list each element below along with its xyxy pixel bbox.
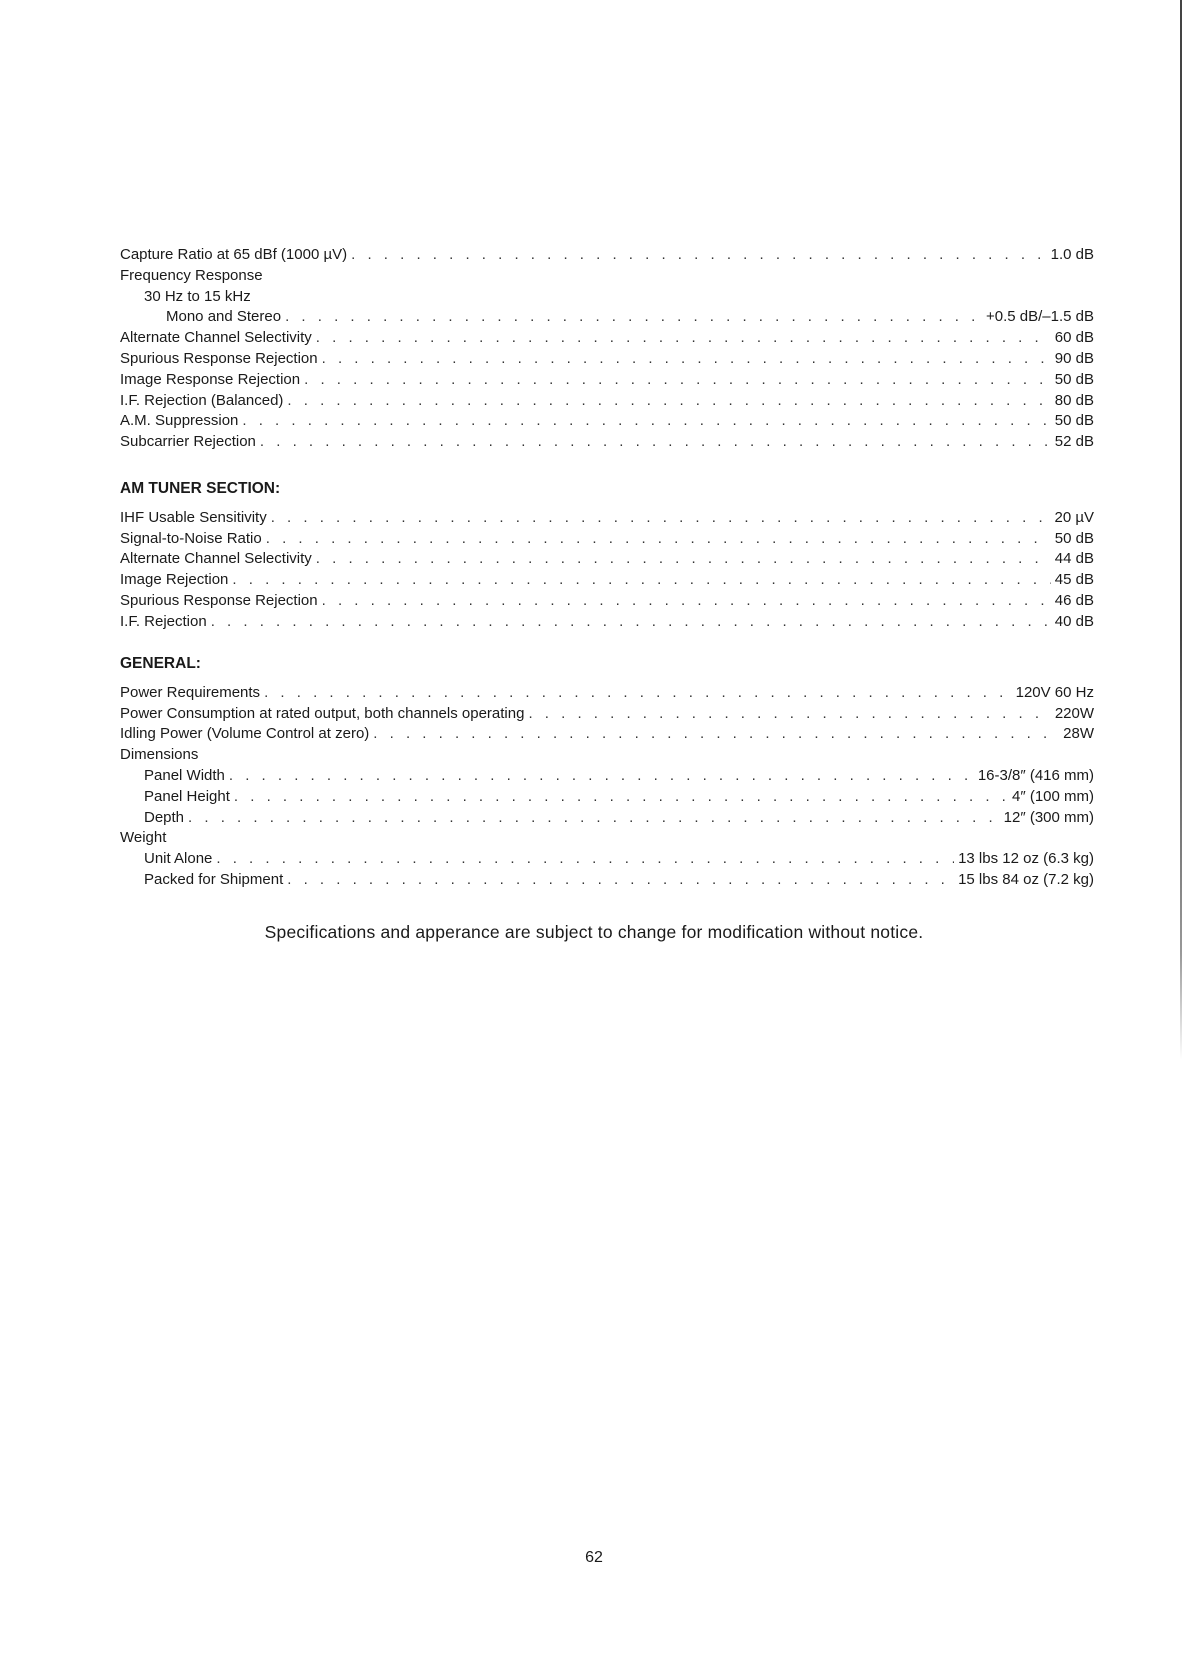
- spec-label: Dimensions: [120, 746, 199, 764]
- spec-row: [120, 549, 1094, 570]
- spec-row: [120, 570, 1094, 591]
- dot-leader: [211, 612, 1051, 633]
- spec-row: [120, 245, 1094, 266]
- spec-value: 13 lbs 12 oz (6.3 kg): [958, 850, 1094, 868]
- spec-label: 30 Hz to 15 kHz: [144, 287, 251, 305]
- spec-row: [120, 724, 1094, 745]
- dot-leader: [271, 508, 1051, 529]
- dot-leader: [260, 432, 1051, 453]
- dot-leader: [264, 683, 1012, 704]
- dot-leader: [285, 307, 982, 328]
- dot-leader: [287, 870, 954, 891]
- spec-row: [120, 745, 1094, 766]
- spec-row: [120, 766, 1094, 787]
- spec-label: Image Rejection: [120, 571, 229, 589]
- dot-leader: [373, 724, 1059, 745]
- spec-label: Packed for Shipment: [144, 870, 284, 888]
- spec-label: Weight: [120, 829, 167, 847]
- spec-value: 80 dB: [1054, 391, 1094, 409]
- general-section: [120, 654, 1094, 891]
- spec-value: 44 dB: [1054, 550, 1094, 568]
- spec-row: [120, 870, 1094, 891]
- spec-value: 20 µV: [1054, 508, 1094, 526]
- spec-label: Signal-to-Noise Ratio: [120, 529, 262, 547]
- spec-row: [120, 612, 1094, 633]
- spec-value: 120V 60 Hz: [1015, 683, 1094, 701]
- spec-label: I.F. Rejection (Balanced): [120, 391, 284, 409]
- spec-row: [120, 683, 1094, 704]
- dot-leader: [229, 766, 974, 787]
- spec-value: 40 dB: [1054, 612, 1094, 630]
- dot-leader: [316, 328, 1051, 349]
- spec-row: [120, 411, 1094, 432]
- spec-value: 1.0 dB: [1050, 246, 1094, 263]
- spec-row: [120, 328, 1094, 349]
- spec-value: 16-3/8″ (416 mm): [977, 766, 1094, 784]
- spec-value: 45 dB: [1054, 571, 1094, 589]
- dot-leader: [316, 549, 1051, 570]
- dot-leader: [528, 704, 1050, 725]
- spec-row: [120, 508, 1094, 529]
- page-number: 62: [585, 1549, 603, 1566]
- dot-leader: [322, 349, 1051, 370]
- spec-label: Spurious Response Rejection: [120, 349, 318, 367]
- spec-label: Frequency Response: [120, 266, 263, 284]
- spec-value: 46 dB: [1054, 591, 1094, 609]
- spec-label: Panel Height: [144, 787, 230, 805]
- spec-value: 90 dB: [1054, 349, 1094, 367]
- spec-row: [120, 391, 1094, 412]
- spec-value: 60 dB: [1054, 329, 1094, 347]
- spec-row: [120, 704, 1094, 725]
- spec-value: 50 dB: [1054, 412, 1094, 430]
- dot-leader: [188, 808, 1000, 829]
- spec-row: [120, 370, 1094, 391]
- spec-value: 12″ (300 mm): [1003, 808, 1094, 826]
- am-tuner-section: [120, 479, 1094, 633]
- spec-value: 50 dB: [1054, 370, 1094, 388]
- spec-label: Mono and Stereo: [166, 308, 282, 326]
- spec-value: 50 dB: [1054, 529, 1094, 547]
- spec-label: Unit Alone: [144, 850, 213, 868]
- dot-leader: [322, 591, 1051, 612]
- disclaimer-note: Specifications and apperance are subject to change for modification without notice.: [264, 922, 924, 942]
- spec-row: [120, 287, 1094, 308]
- spec-label: Capture Ratio at 65 dBf (1000 µV): [120, 246, 348, 263]
- spec-row: [120, 432, 1094, 453]
- spec-label: I.F. Rejection: [120, 612, 207, 630]
- spec-label: Power Consumption at rated output, both channels operating: [120, 704, 525, 722]
- spec-label: Image Response Rejection: [120, 370, 301, 388]
- section-heading: GENERAL:: [120, 655, 201, 672]
- spec-label: Alternate Channel Selectivity: [120, 329, 312, 347]
- spec-label: IHF Usable Sensitivity: [120, 508, 267, 526]
- dot-leader: [266, 529, 1051, 550]
- spec-row: [120, 787, 1094, 808]
- spec-value: 4″ (100 mm): [1012, 787, 1094, 805]
- dot-leader: [216, 849, 954, 870]
- spec-row: [120, 349, 1094, 370]
- section-heading: AM TUNER SECTION:: [120, 480, 281, 497]
- spec-row: [120, 307, 1094, 328]
- spec-label: Alternate Channel Selectivity: [120, 550, 312, 568]
- dot-leader: [304, 370, 1051, 391]
- spec-row: [120, 266, 1094, 287]
- spec-value: 52 dB: [1054, 433, 1094, 451]
- spec-row: [120, 808, 1094, 829]
- spec-row: [120, 529, 1094, 550]
- scan-edge-line: [1180, 0, 1182, 1060]
- fm-spec-list: [120, 245, 1094, 453]
- spec-label: Power Requirements: [120, 683, 261, 701]
- spec-label: Depth: [144, 808, 185, 826]
- dot-leader: [287, 391, 1050, 412]
- spec-label: Spurious Response Rejection: [120, 591, 318, 609]
- spec-value: 28W: [1063, 725, 1094, 743]
- spec-value: 15 lbs 84 oz (7.2 kg): [958, 870, 1094, 888]
- spec-value: 220W: [1054, 704, 1094, 722]
- dot-leader: [232, 570, 1050, 591]
- dot-leader: [242, 411, 1050, 432]
- spec-label: Panel Width: [144, 766, 225, 784]
- dot-leader: [351, 245, 1047, 266]
- spec-row: [120, 591, 1094, 612]
- spec-label: A.M. Suppression: [120, 412, 239, 430]
- spec-value: +0.5 dB/–1.5 dB: [985, 308, 1094, 326]
- spec-row: [120, 828, 1094, 849]
- spec-row: [120, 849, 1094, 870]
- spec-label: Idling Power (Volume Control at zero): [120, 725, 370, 743]
- dot-leader: [234, 787, 1008, 808]
- spec-label: Subcarrier Rejection: [120, 433, 256, 451]
